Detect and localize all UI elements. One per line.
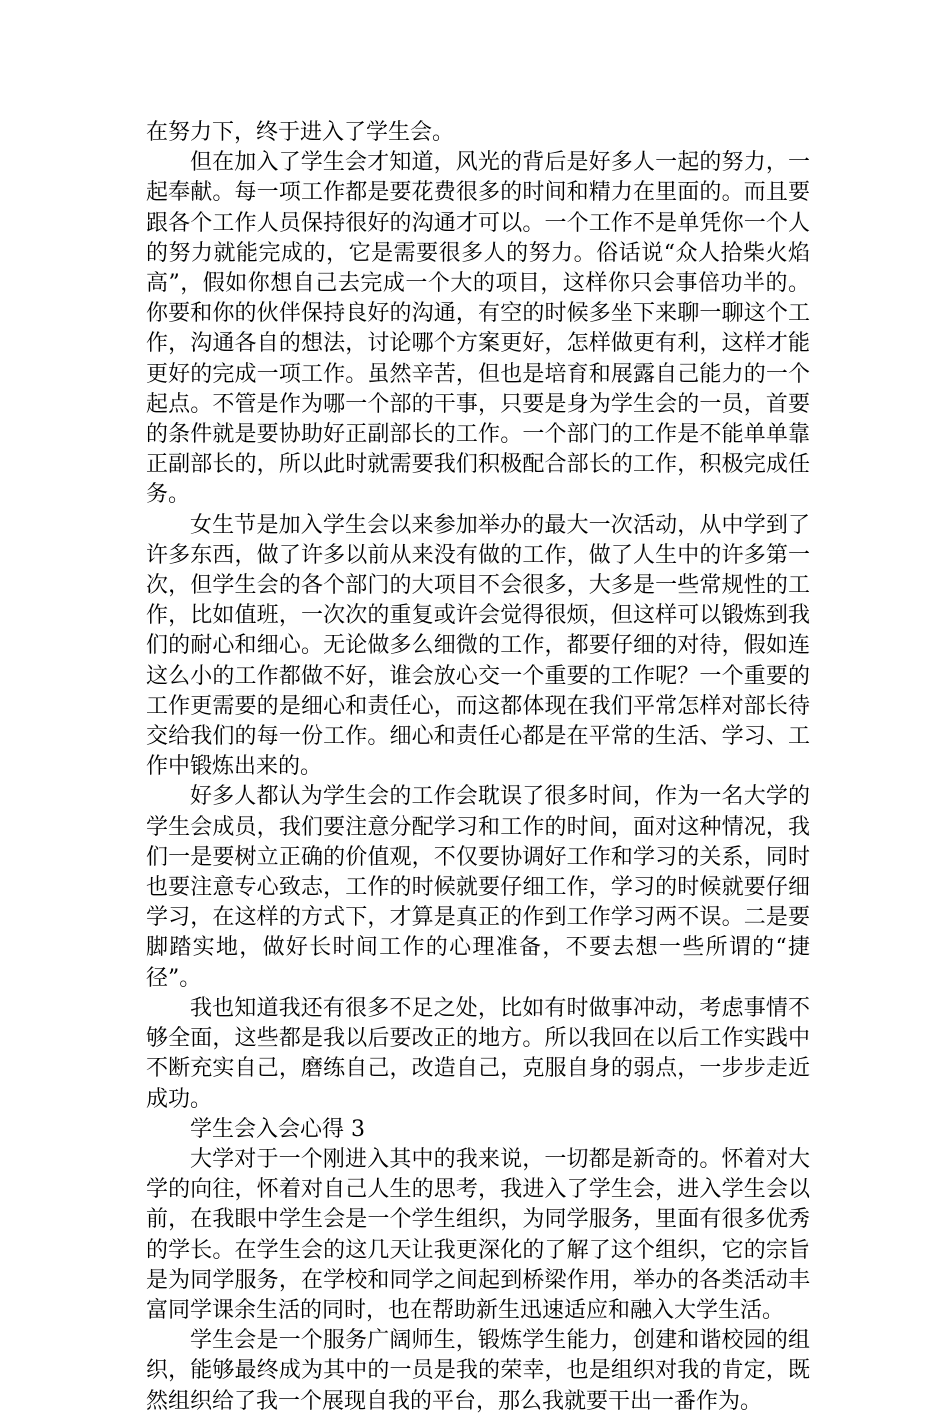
paragraph-university: 大学对于一个刚进入其中的我来说，一切都是新奇的。怀着对大学的向往，怀着对自己人生的思考，我进入了学生会，进入学生会以前，在我眼中学生会是一个学生组织，为同学服务，里面有很多优秀的学长。在学生会的这几天让我更深化的了解了这个组织，它的宗旨是为同学服务，在学校和同学之间起到桥梁作用，举办的各类活动丰富同学课余生活的同时，也在帮助新生迅速适应和融入大学生活。 — [146, 1146, 810, 1323]
document-page — [146, 118, 810, 1417]
paragraph-teamwork: 但在加入了学生会才知道，风光的背后是好多人一起的努力，一起奉献。每一项工作都是要花费很多的时间和精力在里面的。而且要跟各个工作人员保持很好的沟通才可以。一个工作不是单凭你一个人的努力就能完成的，它是需要很多人的努力。俗话说“众人拾柴火焰高”，假如你想自己去完成一个大的项目，这样你只会事倍功半的。你要和你的伙伴保持良好的沟通，有空的时候多坐下来聊一聊这个工作，沟通各自的想法，讨论哪个方案更好，怎样做更有利，这样才能更好的完成一项工作。虽然辛苦，但也是培育和展露自己能力的一个起点。不管是作为哪一个部的干事，只要是身为学生会的一员，首要的条件就是要协助好正副部长的工作。一个部门的工作是不能单单靠正副部长的，所以此时就需要我们积极配合部长的工作，积极完成任务。 — [146, 150, 810, 508]
paragraph-girls-day: 女生节是加入学生会以来参加举办的最大一次活动，从中学到了许多东西，做了许多以前从来没有做的工作，做了人生中的许多第一次，但学生会的各个部门的大项目不会很多，大多是一些常规性的工作，比如值班，一次次的重复或许会觉得很烦，但这样可以锻炼到我们的耐心和细心。无论做多么细微的工作，都要仔细的对待，假如连这么小的工作都做不好，谁会放心交一个重要的工作呢？一个重要的工作更需要的是细心和责任心，而这都体现在我们平常怎样对部长待交给我们的每一份工作。细心和责任心都是在平常的生活、学习、工作中锻炼出来的。 — [146, 512, 810, 780]
paragraph-continuation: 在努力下，终于进入了学生会。 — [146, 120, 455, 145]
section-heading: 学生会入会心得 3 — [190, 1116, 365, 1142]
paragraph-study-balance: 好多人都认为学生会的工作会耽误了很多时间，作为一名大学的学生会成员，我们要注意分配学习和工作的时间，面对这种情况，我们一是要树立正确的价值观，不仅要协调好工作和学习的关系，同时也要注意专心致志，工作的时候就要仔细工作，学习的时候就要仔细学习，在这样的方式下，才算是真正的作到工作学习两不误。二是要脚踏实地，做好长时间工作的心理准备，不要去想一些所谓的“捷径”。 — [146, 784, 810, 991]
paragraph-service: 学生会是一个服务广阔师生，锻炼学生能力，创建和谐校园的组织，能够最终成为其中的一员是我的荣幸，也是组织对我的肯定，既然组织给了我一个展现自我的平台，那么我就要干出一番作为。 — [146, 1328, 810, 1414]
paragraph-shortcomings: 我也知道我还有很多不足之处，比如有时做事冲动，考虑事情不够全面，这些都是我以后要改正的地方。所以我回在以后工作实践中不断充实自己，磨练自己，改造自己，克服自身的弱点，一步步走近成功。 — [146, 995, 810, 1112]
